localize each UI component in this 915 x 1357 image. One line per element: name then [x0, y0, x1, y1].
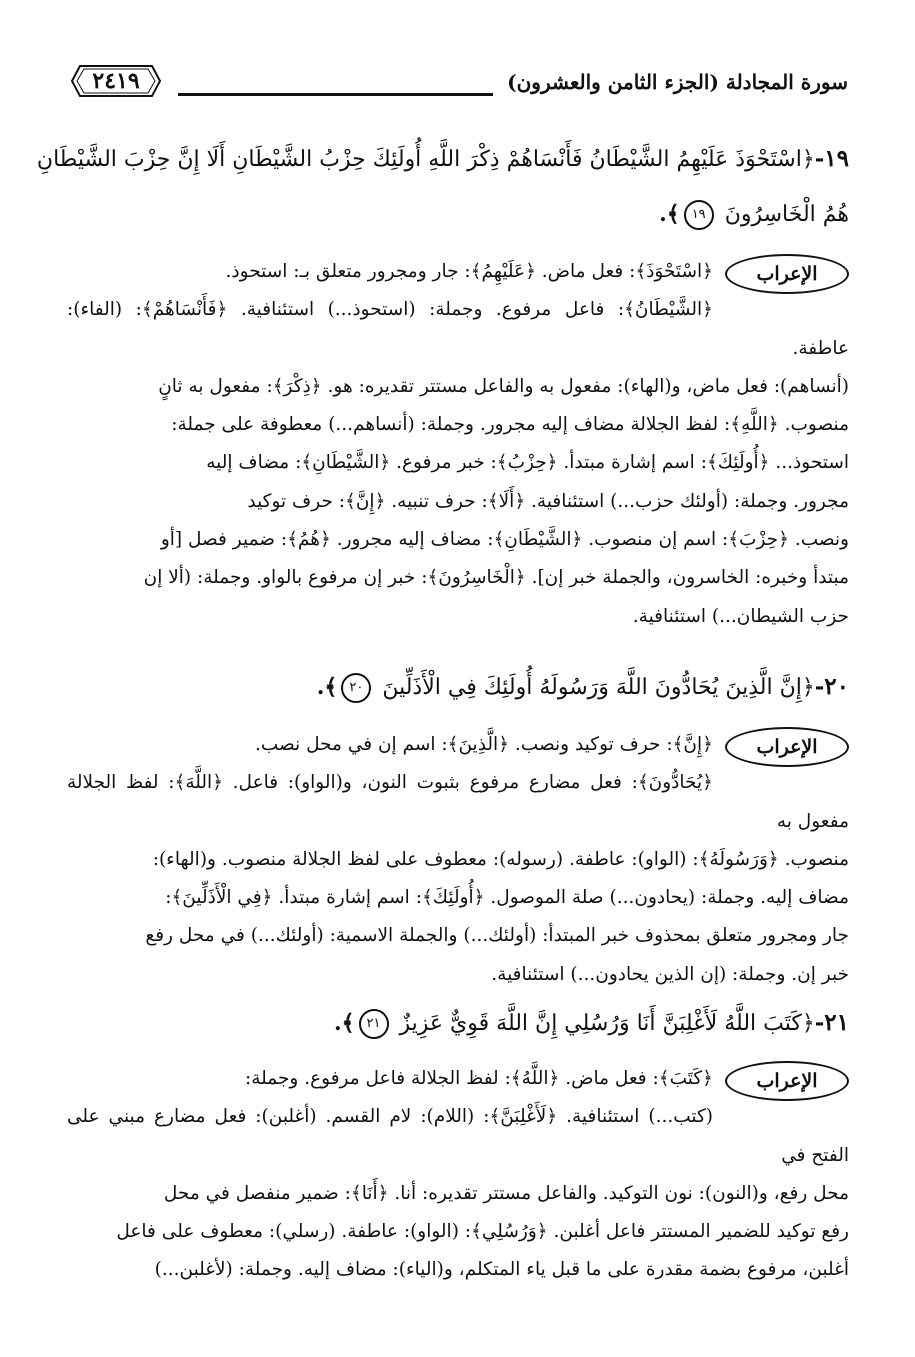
irab-line: ﴿اسْتَحْوَذَ﴾: فعل ماض. ﴿عَلَيْهِمُ﴾: جار ومجرور متعلق بـ: استحوذ. — [225, 261, 713, 282]
verse-number: ٢١- — [814, 1009, 849, 1036]
verse-text: ﴿كَتَبَ اللَّهُ لَأَغْلِبَنَّ أَنَا وَرُسُلِي إِنَّ اللَّهَ قَوِيٌّ عَزِيزٌ — [399, 1011, 815, 1036]
irab-line: جار ومجرور متعلق بمحذوف خبر المبتدأ: (أولئك...) والجملة الاسمية: (أولئك...) في محل رفع — [145, 925, 849, 947]
verse-text-continued: هُمُ الْخَاسِرُونَ — [724, 202, 849, 227]
irab-line: ﴿إِنَّ﴾: حرف توكيد ونصب. ﴿الَّذِينَ﴾: اسم إن في محل نصب. — [254, 734, 713, 755]
verse-20 — [59, 660, 849, 715]
irab-line: منصوب. ﴿وَرَسُولَهُ﴾: (الواو): عاطفة. (رسوله): معطوف على لفظ الجلالة منصوب. و(الهاء): — [152, 848, 849, 870]
irab-line: ﴿كَتَبَ﴾: فعل ماض. ﴿اللَّهُ﴾: لفظ الجلالة فاعل مرفوع. وجملة: — [245, 1068, 713, 1089]
irab-line: خبر إن. وجملة: (إن الذين يحادون...) استئنافية. — [491, 963, 849, 985]
verse-number: ١٩- — [814, 145, 849, 172]
verse-close: ﴾. — [333, 1010, 355, 1036]
verse-text: ﴿إِنَّ الَّذِينَ يُحَادُّونَ اللَّهَ وَرَسُولَهُ أُولَئِكَ فِي الْأَذَلِّينَ — [382, 675, 815, 700]
verse-close: ﴾. — [316, 674, 338, 700]
verse-close: ﴾. — [659, 201, 680, 227]
ayah-number-mark: ٢٠ — [341, 673, 371, 703]
irab-line: محل رفع، و(النون): نون التوكيد. والفاعل مستتر تقديره: أنا. ﴿أَنَا﴾: ضمير منفصل في محل — [163, 1182, 849, 1204]
irab-line: منصوب. ﴿اللَّهِ﴾: لفظ الجلالة مضاف إليه مجرور. وجملة: (أنساهم...) معطوفة على جملة: — [171, 414, 849, 436]
irab-label: الإعراب — [725, 727, 849, 767]
irab-line: مضاف إليه. وجملة: (يحادون...) صلة الموصول. ﴿أُولَئِكَ﴾: اسم إشارة مبتدأ. ﴿فِي الْأَذَلِّينَ﴾: — [165, 887, 849, 909]
irab-label: الإعراب — [725, 1061, 849, 1101]
irab-line: (أنساهم): فعل ماض، و(الهاء): مفعول به والفاعل مستتر تقديره: هو. ﴿ذِكْرَ﴾: مفعول به ثانٍ — [158, 375, 849, 397]
irab-line: حزب الشيطان...) استئنافية. — [632, 605, 849, 627]
verse-19 — [36, 132, 849, 242]
ayah-number-mark: ٢١ — [359, 1009, 389, 1039]
irab-line: استحوذ... ﴿أُولَئِكَ﴾: اسم إشارة مبتدأ. ﴿حِزْبُ﴾: خبر مرفوع. ﴿الشَّيْطَانِ﴾: مضاف إليه — [206, 452, 849, 474]
page-header — [70, 62, 848, 114]
verse-21 — [59, 996, 849, 1051]
irab-line: مجرور. وجملة: (أولئك حزب...) استئنافية. ﴿أَلَا﴾: حرف تنبيه. ﴿إِنَّ﴾: حرف توكيد — [247, 490, 849, 512]
irab-line: مبتدأ وخبره: الخاسرون، والجملة خبر إن]. ﴿الْخَاسِرُونَ﴾: خبر إن مرفوع بالواو. وجملة: (ألا إن — [143, 567, 849, 589]
header-rule — [178, 93, 493, 96]
irab-line: أغلبن، مرفوع بضمة مقدرة على ما قبل ياء المتكلم، و(الياء): مضاف إليه. وجملة: (لأغلبن...) — [154, 1259, 849, 1281]
irab-line: ونصب. ﴿حِزْبَ﴾: اسم إن منصوب. ﴿الشَّيْطَانِ﴾: مضاف إليه مجرور. ﴿هُمُ﴾: ضمير فصل [أو — [160, 529, 849, 551]
verse-text: ﴿اسْتَحْوَذَ عَلَيْهِمُ الشَّيْطَانُ فَأَنْسَاهُمْ ذِكْرَ اللَّهِ أُولَئِكَ حِزْبُ الشَّيْطَانِ أَلَا إِنَّ حِزْبَ الشَّيْطَانِ — [36, 147, 815, 172]
ayah-number-mark: ١٩ — [684, 200, 714, 230]
irab-line: ﴿يُحَادُّونَ﴾: فعل مضارع مرفوع بثبوت النون، و(الواو): فاعل. ﴿اللَّهَ﴾: لفظ الجلالة مفعول به — [67, 772, 849, 832]
page-number-text: ٢٤١٩ — [92, 68, 140, 94]
irab-line: (كتب...) استئنافية. ﴿لَأَغْلِبَنَّ﴾: (اللام): لام القسم. (أغلبن): فعل مضارع مبني على الفتح في — [67, 1106, 849, 1166]
irab-block-21 — [67, 1060, 849, 1290]
irab-line: ﴿الشَّيْطَانُ﴾: فاعل مرفوع. وجملة: (استحوذ...) استئنافية. ﴿فَأَنْسَاهُمْ﴾: (الفاء): عاطفة. — [67, 299, 849, 359]
irab-block-19 — [67, 253, 849, 636]
irab-block-20 — [67, 726, 849, 994]
irab-label: الإعراب — [725, 254, 849, 294]
page-number — [70, 64, 162, 98]
header-title: سورة المجادلة (الجزء الثامن والعشرون) — [507, 70, 848, 94]
irab-line: رفع توكيد للضمير المستتر فاعل أغلبن. ﴿وَرُسُلِي﴾: (الواو): عاطفة. (رسلي): معطوف على فاعل — [116, 1221, 849, 1243]
verse-number: ٢٠- — [814, 673, 849, 700]
